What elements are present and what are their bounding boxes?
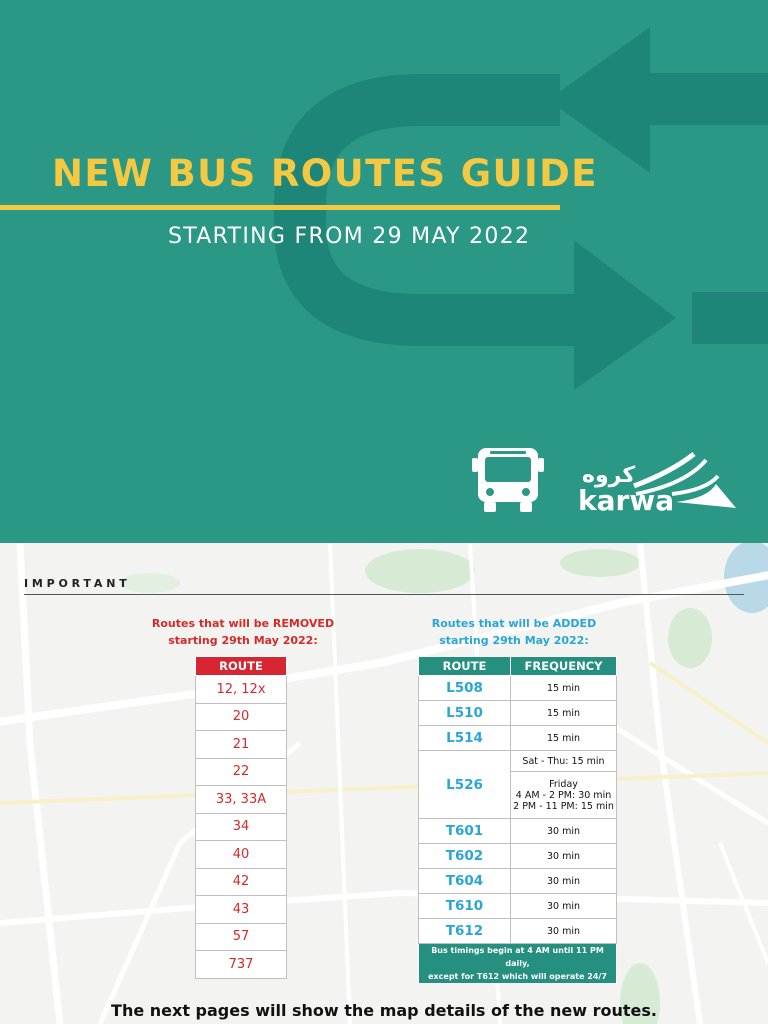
table-row — [419, 894, 617, 919]
added-route-cell: T602 — [419, 844, 511, 869]
table-row — [419, 844, 617, 869]
table-row — [196, 923, 287, 951]
removed-route-cell: 57 — [196, 923, 287, 951]
frequency-cell: 30 min — [511, 919, 617, 944]
table-row — [196, 813, 287, 841]
added-routes-table — [418, 656, 617, 984]
svg-text:karwa: karwa — [578, 484, 675, 517]
frequency-cell-friday: Friday 4 AM - 2 PM: 30 min 2 PM - 11 PM: 15 min — [511, 772, 617, 819]
route-column-header: ROUTE — [196, 657, 287, 676]
table-row — [196, 951, 287, 979]
added-route-cell: L510 — [419, 701, 511, 726]
bus-icon — [472, 446, 544, 514]
removed-route-cell: 43 — [196, 896, 287, 924]
removed-route-cell: 42 — [196, 868, 287, 896]
table-row — [419, 751, 617, 772]
table-header-row — [419, 657, 617, 676]
table-row — [419, 944, 617, 984]
frequency-cell: 30 min — [511, 894, 617, 919]
added-route-cell: T601 — [419, 819, 511, 844]
timings-note: Bus timings begin at 4 AM until 11 PM daily, except for T612 which will operate 24/7 — [419, 944, 617, 984]
table-header-row — [196, 657, 287, 676]
removed-routes-table — [195, 656, 287, 979]
added-route-cell: T604 — [419, 869, 511, 894]
table-row — [419, 819, 617, 844]
frequency-cell: 30 min — [511, 869, 617, 894]
title-underline — [0, 205, 560, 210]
added-route-cell: L526 — [419, 751, 511, 819]
frequency-cell: 15 min — [511, 726, 617, 751]
footer-note: The next pages will show the map details of the new routes. — [111, 1001, 657, 1020]
page-subtitle: STARTING FROM 29 MAY 2022 — [168, 224, 531, 249]
added-route-cell: L508 — [419, 676, 511, 701]
important-heading: IMPORTANT — [24, 577, 131, 590]
table-row — [196, 758, 287, 786]
added-route-cell: T612 — [419, 919, 511, 944]
removed-route-cell: 21 — [196, 731, 287, 759]
removed-routes-caption: Routes that will be REMOVED starting 29th May 2022: — [151, 617, 335, 647]
important-divider — [24, 594, 744, 595]
removed-route-cell: 22 — [196, 758, 287, 786]
frequency-cell: 30 min — [511, 819, 617, 844]
added-routes-caption: Routes that will be ADDED starting 29th May 2022: — [431, 617, 597, 647]
table-row — [196, 841, 287, 869]
removed-route-cell: 20 — [196, 703, 287, 731]
removed-route-cell: 40 — [196, 841, 287, 869]
frequency-cell: 15 min — [511, 701, 617, 726]
removed-route-cell: 33, 33A — [196, 786, 287, 814]
table-row — [196, 786, 287, 814]
svg-text:كروه: كروه — [582, 463, 636, 488]
table-row — [196, 703, 287, 731]
table-row — [419, 869, 617, 894]
routes-info-section — [0, 543, 768, 1024]
karwa-swoosh-icon — [576, 450, 746, 520]
frequency-cell: 30 min — [511, 844, 617, 869]
map-background — [0, 543, 768, 1024]
table-row — [419, 919, 617, 944]
added-route-cell: L514 — [419, 726, 511, 751]
removed-route-cell: 12, 12x — [196, 676, 287, 704]
frequency-column-header: FREQUENCY — [511, 657, 617, 676]
table-row — [419, 701, 617, 726]
frequency-cell: Sat - Thu: 15 min — [511, 751, 617, 772]
table-row — [196, 896, 287, 924]
karwa-logo — [576, 450, 746, 520]
table-row — [196, 731, 287, 759]
table-row — [419, 726, 617, 751]
table-row — [196, 868, 287, 896]
table-row — [196, 676, 287, 704]
page-title: NEW BUS ROUTES GUIDE — [52, 152, 598, 195]
route-column-header: ROUTE — [419, 657, 511, 676]
table-row — [419, 676, 617, 701]
removed-route-cell: 34 — [196, 813, 287, 841]
removed-route-cell: 737 — [196, 951, 287, 979]
frequency-cell: 15 min — [511, 676, 617, 701]
added-route-cell: T610 — [419, 894, 511, 919]
